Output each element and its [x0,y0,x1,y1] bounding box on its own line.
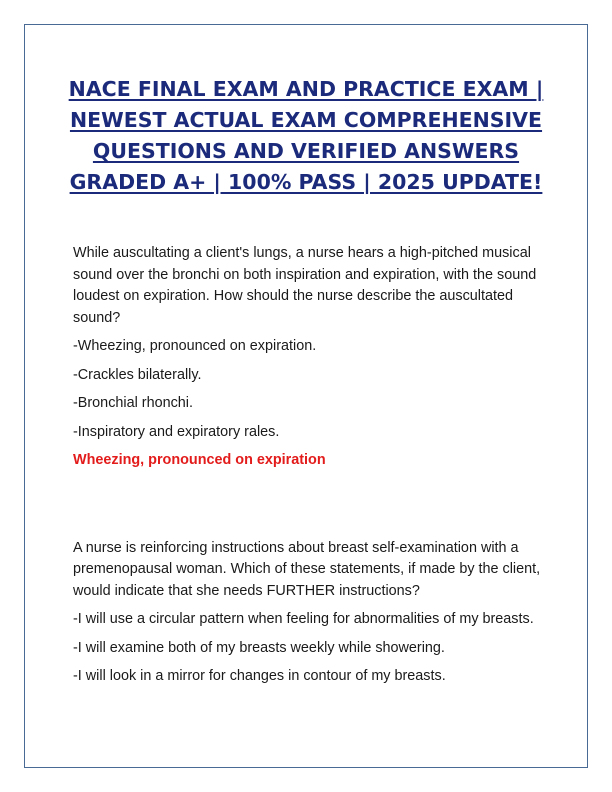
answer-option: -Crackles bilaterally. [73,366,202,383]
question-text: A nurse is reinforcing instructions about breast self-examination with a premenopausal woman. Which of these statements, if made by the client, would indicate that she needs FURTHER instructions? [73,539,541,599]
section-spacer [73,472,543,538]
answer-option: -I will use a circular pattern when feeling for abnormalities of my breasts. [73,611,534,627]
answer-option: -I will examine both of my breasts weekly while showering. [73,639,445,656]
document-title: NACE FINAL EXAM AND PRACTICE EXAM | NEWEST ACTUAL EXAM COMPREHENSIVE QUESTIONS AND VERIFIED ANSWERS GRADED A+ | 100% PASS | 2025 UPDATE! [68,77,544,194]
question-block-2 [73,538,543,688]
question-block-1 [73,243,543,472]
question-text: While auscultating a client's lungs, a nurse hears a high-pitched musical sound over the bronchi on both inspiration and expiration, with the sound loudest on expiration. How should the nurse describe the auscultated sound? [73,245,537,326]
document-body [73,243,543,695]
answer-option: -I will look in a mirror for changes in contour of my breasts. [73,668,446,684]
answer-option: -Inspiratory and expiratory rales. [73,423,280,440]
answer-option: -Wheezing, pronounced on expiration. [73,338,317,354]
answer-option: -Bronchial rhonchi. [73,395,193,411]
correct-answer: Wheezing, pronounced on expiration [73,452,326,468]
